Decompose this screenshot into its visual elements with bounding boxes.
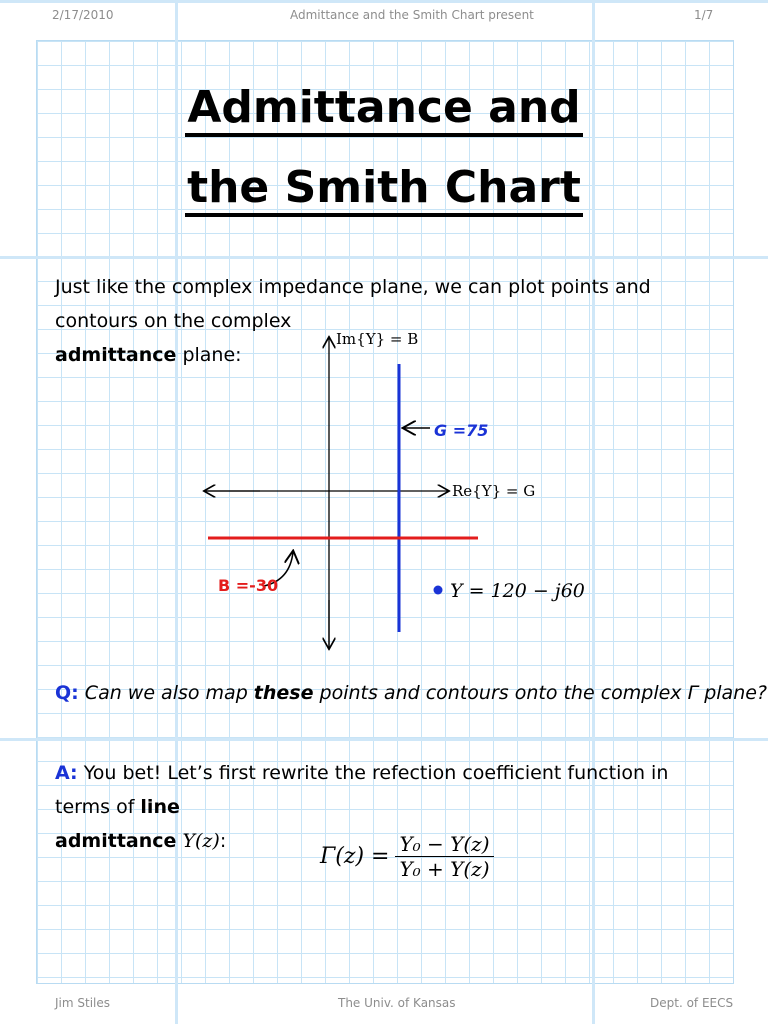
question-prefix: Q:: [55, 682, 79, 704]
admittance-point: [434, 586, 443, 595]
equation-denominator: Y₀ + Y(z): [399, 857, 490, 881]
imaginary-axis-label: Im{Y} = B: [336, 330, 419, 348]
real-axis-label: Re{Y} = G: [452, 482, 536, 500]
equation-numerator: Y₀ − Y(z): [395, 832, 493, 857]
b-contour-label: B =-30: [218, 576, 279, 595]
equation-lhs: Γ(z) =: [320, 844, 390, 869]
header-date: 2/17/2010: [52, 8, 114, 22]
answer-prefix: A:: [55, 762, 78, 784]
answer-bold-line: line: [140, 796, 180, 818]
page-title-line1: Admittance and: [0, 82, 768, 133]
header-doc-title: Admittance and the Smith Chart present: [290, 8, 534, 22]
question-text-start: Can we also map: [84, 682, 254, 704]
answer-colon: :: [219, 830, 227, 852]
answer-bold-admittance: admittance: [55, 830, 177, 852]
question-emphasis: these: [253, 682, 314, 704]
footer-institution: The Univ. of Kansas: [338, 996, 456, 1010]
intro-text: Just like the complex impedance plane, we can plot points and contours on the complex: [55, 276, 651, 332]
answer-math-term: Y(z): [176, 830, 220, 852]
footer-author: Jim Stiles: [55, 996, 111, 1010]
intro-text-end: plane:: [176, 344, 242, 366]
question-line: [55, 682, 767, 704]
g-contour-label: G =75: [434, 421, 489, 440]
page-title-line2: the Smith Chart: [0, 162, 768, 213]
answer-text: You bet! Let’s first rewrite the refection coefficient function in terms of: [55, 762, 669, 818]
question-text-end: points and contours onto the complex Γ plane?: [313, 682, 768, 704]
footer-department: Dept. of EECS: [650, 996, 734, 1010]
header-page-number: 1/7: [694, 8, 714, 22]
intro-bold-term: admittance: [55, 344, 177, 366]
point-label: Y = 120 − j60: [450, 580, 585, 602]
reflection-coefficient-equation: [320, 832, 494, 881]
